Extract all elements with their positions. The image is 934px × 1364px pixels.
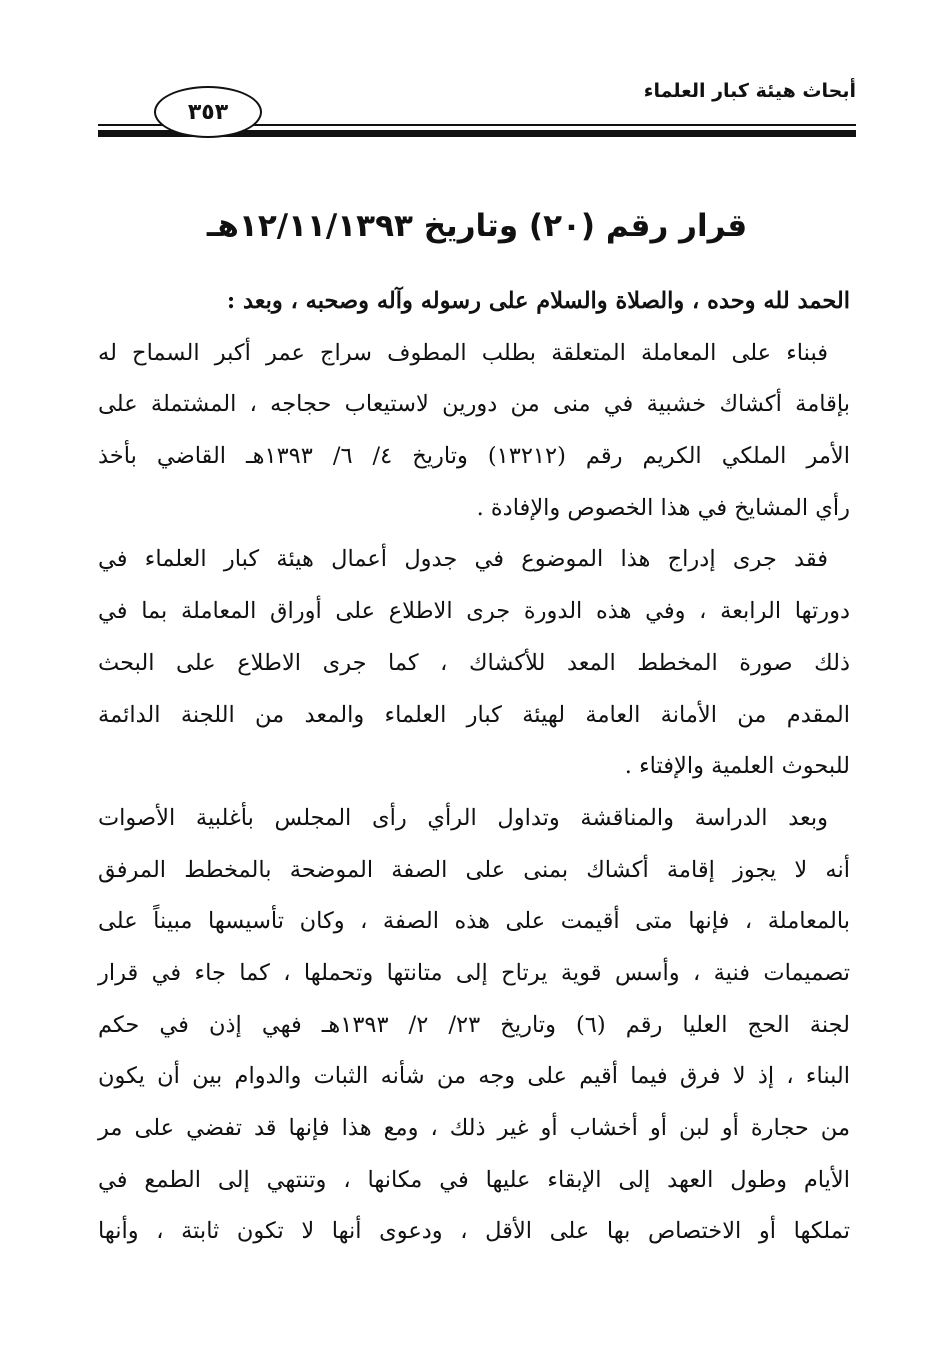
paragraph-line: لجنة الحج العليا رقم (٦) وتاريخ ٢٣/ ٢/ ١٣٩٣هـ فهي إذن في حكم [98,1011,851,1038]
page-number: ٣٥٣ [187,99,229,125]
paragraph-line: للبحوث العلمية والإفتاء . [624,753,850,780]
page-number-oval [154,86,262,138]
paragraph-line: البناء ، إذ لا فرق فيما أقيم على وجه من شأنه الثبات والدوام بين أن يكون [98,1063,850,1090]
running-header [98,78,856,148]
paragraph-line: بإقامة أكشاك خشبية في منى من دورين لاستيعاب حجاجه ، المشتملة على [98,391,850,418]
paragraph-line: وبعد الدراسة والمناقشة وتداول الرأي رأى المجلس بأغلبية الأصوات [98,804,828,831]
paragraph-line: الأيام وطول العهد إلى الإبقاء عليها في مكانها ، وتنتهي إلى الطمع في [98,1166,850,1193]
running-title: أبحاث هيئة كبار العلماء [643,80,856,102]
decision-heading: قرار رقم (٢٠) وتاريخ ١٢/١١/١٣٩٣هـ [206,208,748,244]
paragraph-line: تملكها أو الاختصاص بها على الأقل ، ودعوى أنها لا تكون ثابتة ، وأنها [98,1218,850,1245]
paragraph-line: أنه لا يجوز إقامة أكشاك بمنى على الصفة الموضحة بالمخطط المرفق [98,856,850,883]
paragraph-line: ذلك صورة المخطط المعد للأكشاك ، كما جرى الاطلاع على البحث [98,649,850,676]
paragraph-line: المقدم من الأمانة العامة لهيئة كبار العلماء والمعد من اللجنة الدائمة [98,701,850,728]
paragraph-line: فبناء على المعاملة المتعلقة بطلب المطوف سراج عمر أكبر السماح له [98,339,828,366]
document-body [98,276,850,1258]
paragraph-line: الأمر الملكي الكريم رقم (١٣٢١٢) وتاريخ ٤/ ٦/ ١٣٩٣هـ القاضي بأخذ [98,443,850,470]
paragraph-line: فقد جرى إدراج هذا الموضوع في جدول أعمال هيئة كبار العلماء في [98,546,828,573]
opening-line: الحمد لله وحده ، والصلاة والسلام على رسوله وآله وصحبه ، وبعد : [226,288,850,314]
paragraph-line: من حجارة أو لبن أو أخشاب أو غير ذلك ، ومع هذا فإنها قد تفضي على مر [98,1115,850,1141]
paragraph-line: رأي المشايخ في هذا الخصوص والإفادة . [476,494,850,521]
paragraph-line: دورتها الرابعة ، وفي هذه الدورة جرى الاطلاع على أوراق المعاملة بما في [98,598,850,625]
paragraph-line: بالمعاملة ، فإنها متى أقيمت على هذه الصفة ، وكان تأسيسها مبيناً على [98,908,850,935]
paragraph-line: تصميمات فنية ، وأسس قوية يرتاح إلى متانتها وتحملها ، كما جاء في قرار [98,959,850,986]
